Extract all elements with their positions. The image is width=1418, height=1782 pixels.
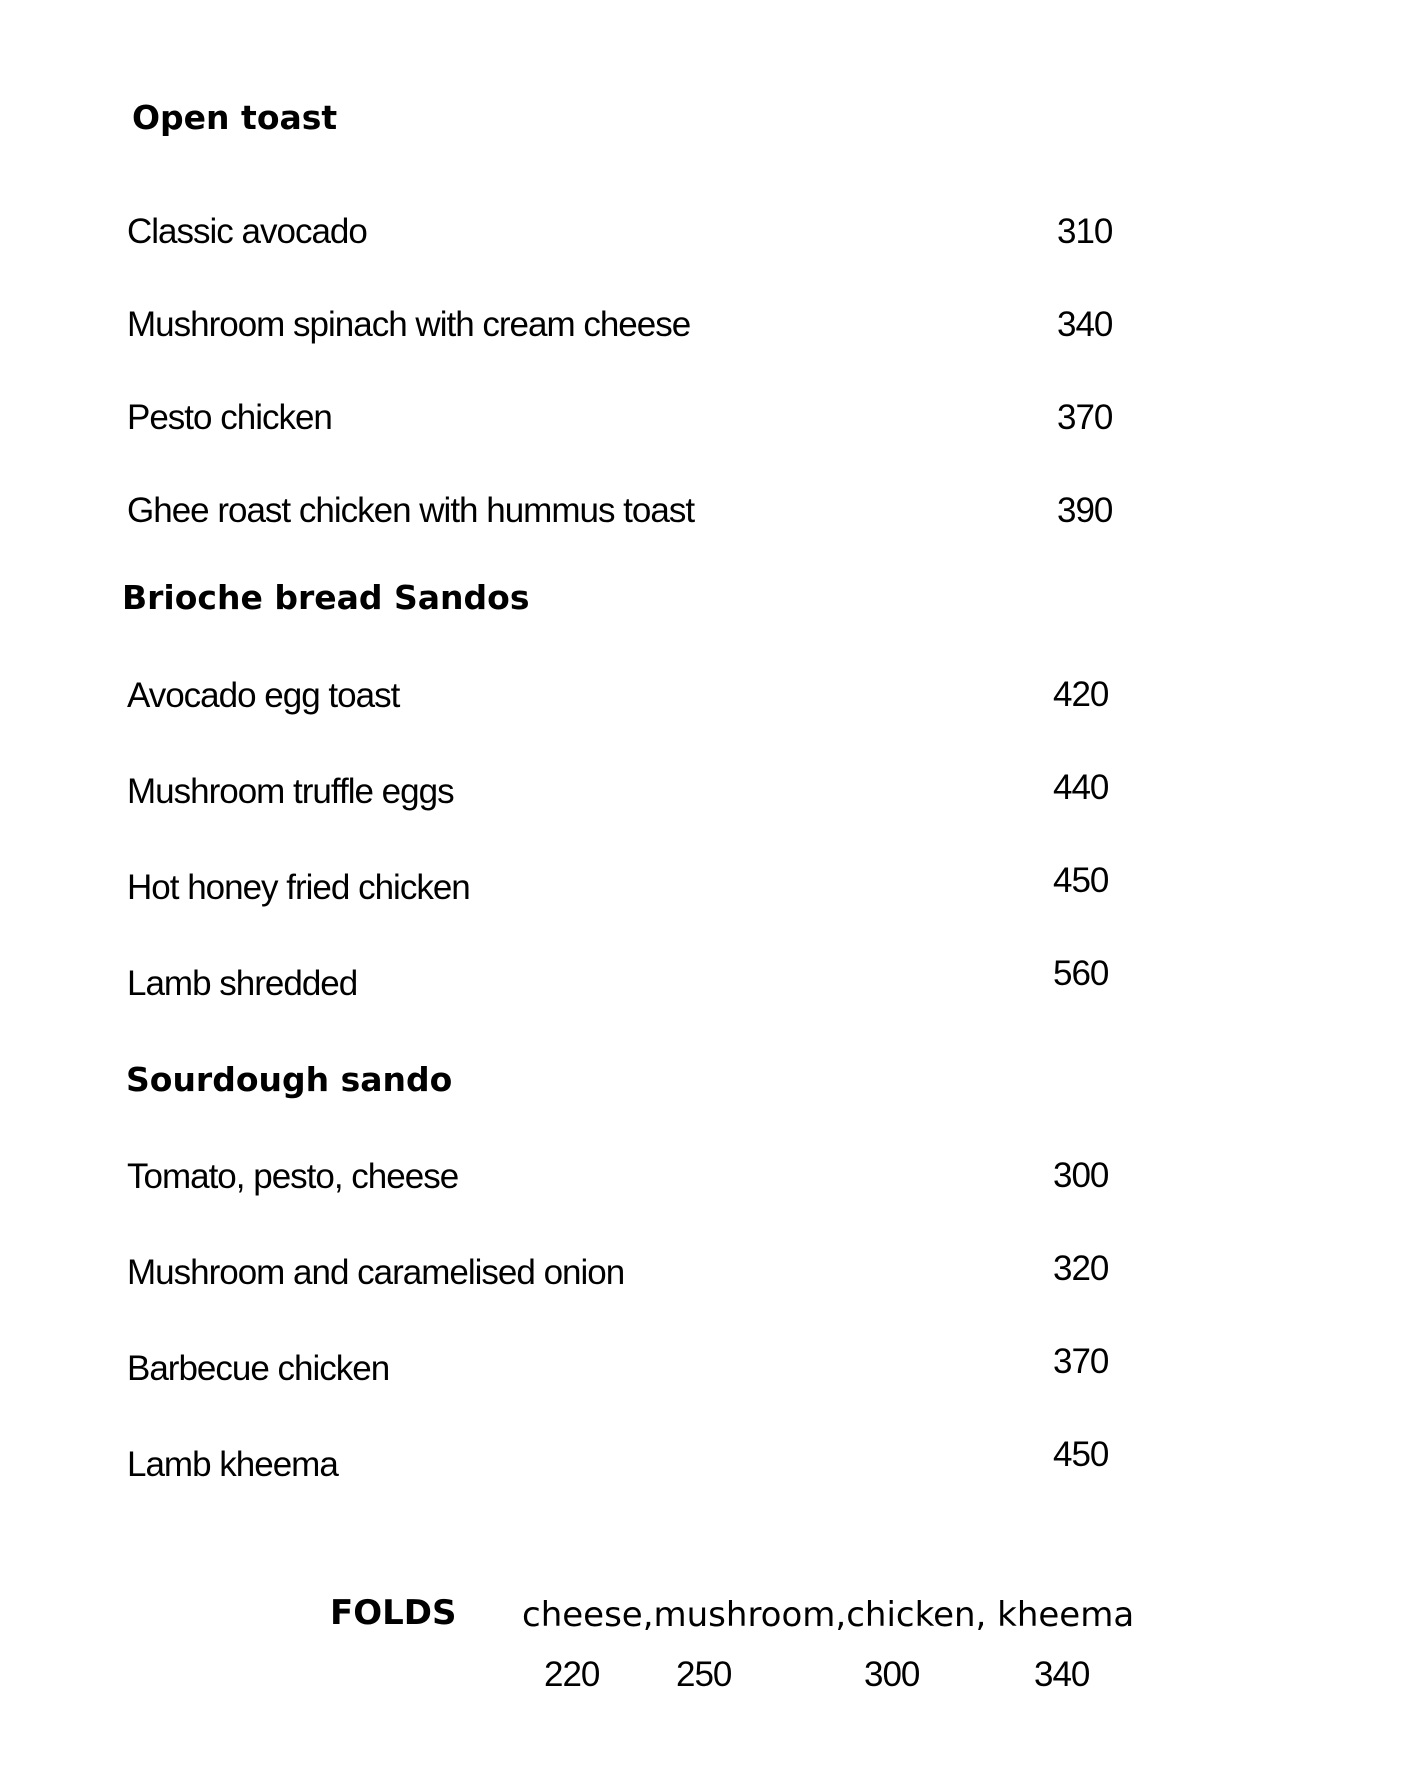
menu-item-price: 390 [1057,491,1113,530]
menu-item-name: Avocado egg toast [127,676,400,715]
menu-item-name: Mushroom spinach with cream cheese [127,305,691,344]
folds-fillings: cheese,mushroom,chicken, kheema [522,1595,1135,1635]
menu-item-price: 560 [1053,954,1109,993]
menu-item-name: Hot honey fried chicken [127,868,470,907]
section-heading-open-toast: Open toast [132,98,338,137]
folds-price-kheema: 340 [1034,1655,1090,1694]
section-heading-sourdough: Sourdough sando [126,1060,453,1099]
menu-item-name: Classic avocado [127,212,367,251]
folds-price-mushroom: 250 [676,1655,732,1694]
menu-item-price: 420 [1053,675,1109,714]
menu-item-name: Mushroom and caramelised onion [127,1253,625,1292]
folds-heading: FOLDS [330,1593,457,1633]
section-heading-brioche: Brioche bread Sandos [122,578,530,617]
menu-item-name: Ghee roast chicken with hummus toast [127,491,695,530]
menu-item-price: 340 [1057,305,1113,344]
menu-item-price: 300 [1053,1156,1109,1195]
menu-item-name: Lamb kheema [127,1445,338,1484]
menu-item-name: Lamb shredded [127,964,358,1003]
menu-item-price: 320 [1053,1249,1109,1288]
menu-item-price: 310 [1057,212,1113,251]
menu-item-name: Barbecue chicken [127,1349,390,1388]
menu-item-name: Tomato, pesto, cheese [127,1157,459,1196]
menu-item-name: Mushroom truffle eggs [127,772,454,811]
menu-item-price: 440 [1053,768,1109,807]
menu-item-price: 370 [1053,1342,1109,1381]
folds-price-cheese: 220 [544,1655,600,1694]
menu-item-name: Pesto chicken [127,398,332,437]
menu-item-price: 370 [1057,398,1113,437]
folds-price-chicken: 300 [864,1655,920,1694]
menu-item-price: 450 [1053,1435,1109,1474]
menu-item-price: 450 [1053,861,1109,900]
